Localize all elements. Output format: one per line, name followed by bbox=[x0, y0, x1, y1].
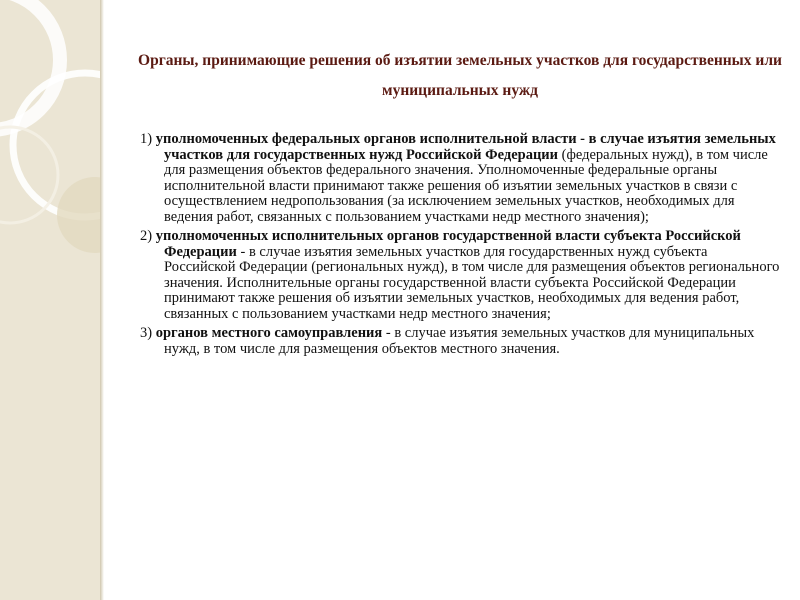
decorative-circles-graphic bbox=[0, 0, 100, 600]
slide-body bbox=[140, 132, 780, 361]
decorative-ring-top bbox=[0, 0, 60, 130]
item-bold-text: уполномоченных федеральных органов исполнительной власти - в случае изъятия земельных участков для государственных нужд Российской Федерации bbox=[155, 131, 776, 163]
list-item bbox=[140, 132, 780, 225]
item-number: 3) bbox=[140, 325, 153, 341]
slide-title: Органы, принимающие решения об изъятии земельных участков для государственных или муниципальных нужд bbox=[138, 52, 782, 99]
item-bold-text: органов местного самоуправления bbox=[155, 325, 383, 341]
decorative-disc bbox=[57, 177, 100, 253]
item-number: 1) bbox=[140, 131, 153, 147]
item-text: - в случае изъятия земельных участков для муниципальных нужд, в том числе для размещения объектов местного значения. bbox=[164, 325, 755, 357]
list-item bbox=[140, 229, 780, 322]
item-text: - в случае изъятия земельных участков для государственных нужд субъекта Российской Федерации (региональных нужд), в том числе для размещения объектов регионального значения. Исполнительные органы государственной власти субъекта Российской Федерации принимают также решения об изъятии земельных участков, необходимых для ведения работ, связанных с пользованием участками недр местного значения; bbox=[164, 243, 780, 322]
item-bold-text: уполномоченных исполнительных органов государственной власти субъекта Российской Федерации bbox=[155, 228, 741, 260]
list-item bbox=[140, 326, 780, 357]
item-text: (федеральных нужд), в том числе для размещения объектов федерального значения. Уполномоченные федеральные органы исполнительной власти принимают также решения об изъятии земельных участков в связи с осуществлением недропользования (за исключением земельных участков, необходимых для ведения работ, связанных с пользованием участками недр местного значения); bbox=[164, 146, 768, 225]
band-edge-shadow bbox=[100, 0, 104, 600]
decorative-side-band bbox=[0, 0, 100, 600]
item-number: 2) bbox=[140, 228, 153, 244]
